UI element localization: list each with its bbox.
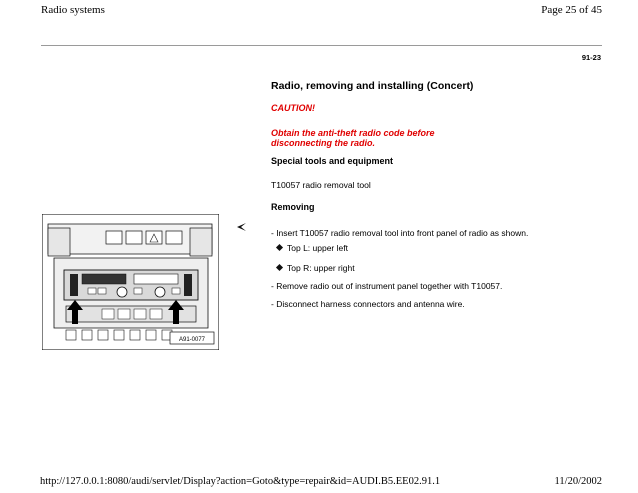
caution-line-1: Obtain the anti-theft radio code before: [271, 128, 435, 138]
step-top-right: Top R: upper right: [287, 263, 355, 273]
step-disconnect: - Disconnect harness connectors and antenna wire.: [271, 299, 465, 309]
tool-item: T10057 radio removal tool: [271, 180, 371, 190]
caution-line-2: disconnecting the radio.: [271, 138, 376, 148]
page-code: 91-23: [581, 53, 601, 62]
footer-url: http://127.0.0.1:8080/audi/servlet/Display?action=Goto&type=repair&id=AUDI.B5.EE02.91.1: [40, 476, 441, 487]
diamond-bullet-icon: [276, 264, 283, 271]
removing-heading: Removing: [271, 202, 315, 212]
diamond-bullet-icon: [276, 244, 283, 251]
step-top-left: Top L: upper left: [287, 243, 348, 253]
caution-label: CAUTION!: [271, 103, 315, 113]
step-pointer-icon: [235, 222, 247, 232]
footer-date: 11/20/2002: [554, 476, 602, 487]
header-divider: [41, 45, 602, 46]
caution-text: [271, 128, 511, 148]
header-page-number: Page 25 of 45: [541, 4, 602, 16]
tools-heading: Special tools and equipment: [271, 156, 394, 166]
radio-removal-illustration: [42, 214, 219, 350]
step-remove-radio: - Remove radio out of instrument panel together with T10057.: [271, 281, 503, 291]
header-doc-title: Radio systems: [41, 4, 105, 16]
step-insert-tool: - Insert T10057 radio removal tool into front panel of radio as shown.: [271, 228, 529, 238]
figure-label: A91-0077: [178, 337, 206, 343]
section-title: Radio, removing and installing (Concert): [271, 80, 474, 92]
